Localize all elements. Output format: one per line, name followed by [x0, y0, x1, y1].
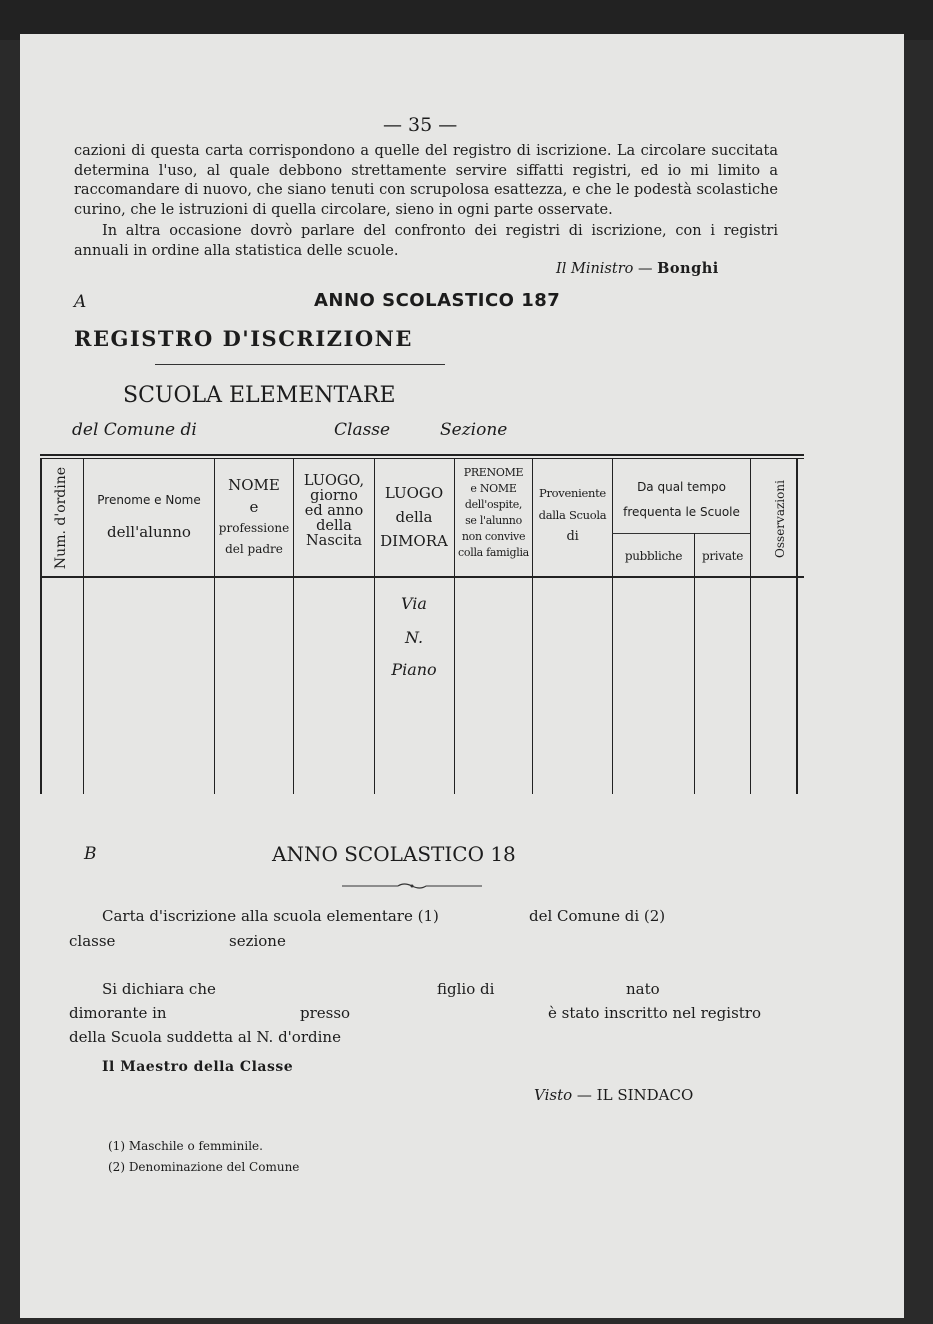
col-proveniente-line3: di: [566, 529, 579, 544]
col-num-ordine: Num. d'ordine: [53, 466, 69, 570]
col-pubbliche: pubbliche: [624, 549, 683, 563]
col-ospite-line1: PRENOME: [463, 466, 524, 479]
col-nome-line2: e: [249, 498, 259, 516]
presso-text: presso: [300, 1004, 351, 1022]
document-page: [20, 34, 904, 1318]
section-a-letter: A: [74, 292, 87, 312]
visto-label: Visto: [534, 1086, 573, 1104]
signature-name: Bonghi: [657, 260, 719, 277]
col-ospite-line2: e NOME: [470, 482, 517, 495]
figlio-di-text: figlio di: [437, 980, 495, 998]
col-dimora-line3: DIMORA: [380, 532, 448, 550]
table-header-rule: [40, 576, 804, 578]
visto-sindaco: [534, 1086, 693, 1104]
dimora-via: Via: [401, 594, 427, 613]
nato-text: nato: [626, 980, 660, 998]
section-a-year-title: ANNO SCOLASTICO 187: [314, 290, 561, 311]
minister-signature: [556, 260, 719, 277]
inscritto-text: è stato inscritto nel registro: [548, 1004, 761, 1022]
col-ospite-line5: non convive: [461, 530, 526, 543]
col-da-qual-tempo-line1: Da qual tempo: [637, 480, 726, 494]
dimora-numero: N.: [404, 628, 424, 647]
carta-iscrizione-text: Carta d'iscrizione alla scuola elementare (1): [102, 907, 439, 925]
col-luogo-line4: della: [316, 518, 352, 534]
classe-text: classe: [69, 932, 116, 950]
title-rule: [155, 364, 445, 365]
col-nome-line1: NOME: [228, 476, 280, 494]
sezione-label: Sezione: [440, 420, 508, 440]
col-luogo-line1: LUOGO,: [303, 473, 365, 489]
col-proveniente-line2: dalla Scuola: [538, 508, 607, 522]
table-col-divider: [750, 458, 751, 794]
intro-paragraph-1: cazioni di questa carta corrispondono a quelle del registro di iscrizione. La circolare succitata determina l'uso, al quale debbono strettamente servire siffatti registri, ed io mi limito a raccomandare di nuovo, che siano tenuti con scrupolosa esattezza, e che le podestà scolastiche curino, che le istruzioni di quella circolare, sieno in ogni parte osservate.: [74, 143, 778, 218]
school-heading: SCUOLA ELEMENTARE: [123, 383, 396, 408]
col-ospite-line3: dell'ospite,: [464, 498, 523, 511]
section-b-year-title: ANNO SCOLASTICO 18: [272, 842, 516, 866]
col-ospite-line4: se l'alunno: [465, 514, 522, 527]
footnote-1: (1) Maschile o femminile.: [108, 1139, 263, 1153]
col-prenome-line2: dell'alunno: [107, 523, 191, 541]
sindaco-label: — IL SINDACO: [572, 1086, 694, 1104]
signature-role: Il Ministro: [556, 261, 634, 277]
ornament-divider: [342, 882, 482, 890]
col-luogo-line2: giorno: [310, 488, 358, 504]
dimorante-text: dimorante in: [69, 1004, 167, 1022]
table-top-rule-thin: [40, 458, 804, 459]
col-prenome-line1: Prenome e Nome: [97, 493, 201, 507]
footnote-2: (2) Denominazione del Comune: [108, 1160, 300, 1174]
da-qual-tempo-subrule: [612, 533, 750, 534]
comune-text: del Comune di (2): [529, 907, 666, 925]
col-osservazioni: Osservazioni: [773, 480, 787, 558]
col-private: private: [701, 549, 743, 563]
comune-label: del Comune di: [72, 420, 197, 440]
table-border-right: [796, 458, 798, 794]
page-number: — 35 —: [383, 114, 458, 136]
table-border-left: [40, 458, 42, 794]
si-dichiara-text: Si dichiara che: [102, 980, 216, 998]
col-da-qual-tempo-line2: frequenta le Scuole: [623, 505, 740, 519]
table-top-rule: [40, 454, 804, 456]
section-b-letter: B: [84, 844, 97, 864]
col-nome-line4: del padre: [225, 542, 283, 556]
register-title: REGISTRO D'ISCRIZIONE: [74, 326, 413, 351]
maestro-signature: Il Maestro della Classe: [102, 1059, 294, 1075]
intro-paragraph-2: In altra occasione dovrò parlare del confronto dei registri di iscrizione, con i registri annuali in ordine alla statistica delle scuole.: [74, 223, 778, 259]
numero-ordine-text: della Scuola suddetta al N. d'ordine: [69, 1028, 341, 1046]
sezione-text: sezione: [229, 932, 286, 950]
col-luogo-line3: ed anno: [304, 503, 364, 519]
col-proveniente-line1: Proveniente: [539, 486, 606, 500]
col-luogo-line5: Nascita: [305, 533, 362, 549]
col-nome-line3: professione: [218, 521, 290, 535]
col-dimora-line2: della: [395, 508, 433, 526]
pubbliche-private-divider: [694, 533, 695, 794]
col-ospite-line6: colla famiglia: [458, 546, 529, 559]
dimora-piano: Piano: [391, 660, 437, 679]
col-dimora-line1: LUOGO: [384, 484, 444, 502]
signature-dash: —: [633, 261, 658, 277]
classe-label: Classe: [334, 420, 391, 440]
